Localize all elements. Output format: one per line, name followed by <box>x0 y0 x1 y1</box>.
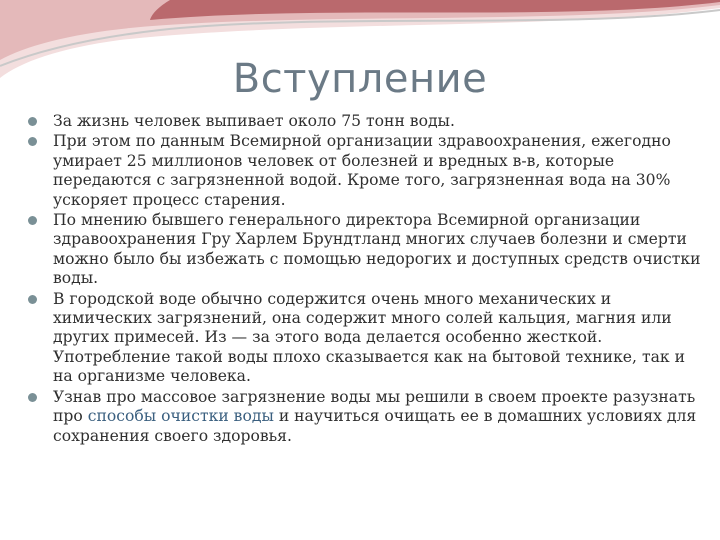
bullet-dot-icon <box>28 117 37 126</box>
bullet-text: При этом по данным Всемирной организации здравоохранения, ежегодно умирает 25 миллионов человек от болезней и вредных в-в, которые передаются с загрязненной водой. Кроме того, загрязненная вода на 30% ускоряет процесс старения. <box>53 132 671 209</box>
bullet-list <box>18 112 704 446</box>
bullet-text-after: и научиться очищать ее в домашних условиях для сохранения своего здоровья. <box>53 407 697 445</box>
slide-content <box>18 112 704 447</box>
bullet-item <box>18 290 704 387</box>
bullet-text: За жизнь человек выпивает около 75 тонн воды. <box>53 112 455 130</box>
bullet-item <box>18 132 704 210</box>
bullet-dot-icon <box>28 393 37 402</box>
bullet-item <box>18 211 704 289</box>
bullet-dot-icon <box>28 137 37 146</box>
bullet-item <box>18 112 704 131</box>
bullet-dot-icon <box>28 295 37 304</box>
bullet-text: В городской воде обычно содержится очень много механических и химических загрязнений, она содержит много солей кальция, магния или других примесей. Из — за этого вода делается особенно жесткой. Употребление такой воды плохо сказывается как на бытовой технике, так и на организме человека. <box>53 289 685 386</box>
bullet-dot-icon <box>28 216 37 225</box>
bullet-text: По мнению бывшего генерального директора Всемирной организации здравоохранения Гру Харлем Брундтланд многих случаев болезни и смерти можно было бы избежать с помощью недорогих и доступных средств очистки воды. <box>53 211 701 288</box>
highlighted-phrase: способы очистки воды <box>87 407 274 426</box>
bullet-item <box>18 388 704 446</box>
bullet-text-before: Узнав про массовое загрязнение воды мы решили в своем проекте разузнать про <box>53 387 696 426</box>
slide-title: Вступление <box>232 56 488 102</box>
